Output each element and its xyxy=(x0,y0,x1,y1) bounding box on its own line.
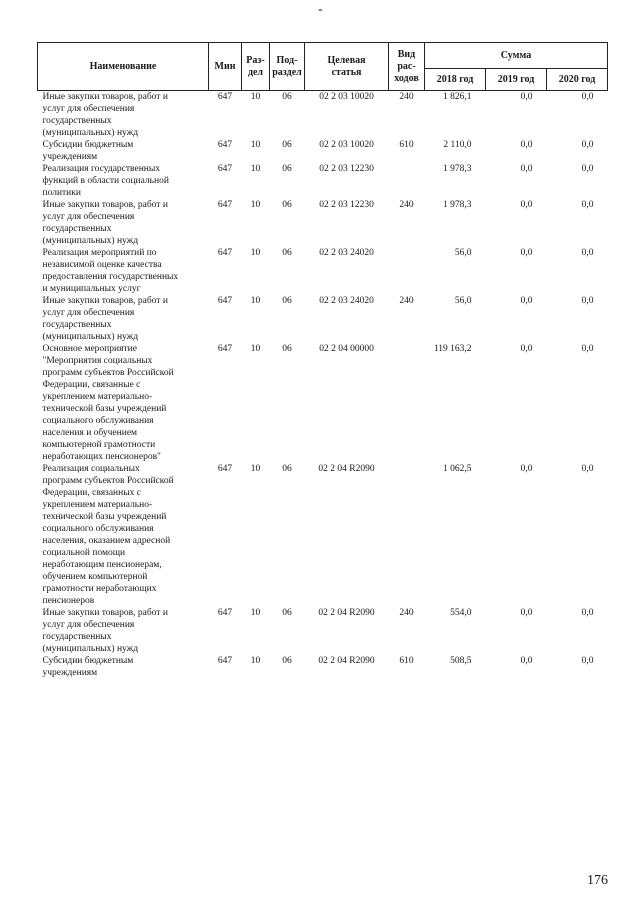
cell-vid xyxy=(389,343,425,463)
table-row xyxy=(38,463,608,607)
table-row xyxy=(38,655,608,679)
cell-2020: 0,0 xyxy=(581,344,594,354)
table-row xyxy=(38,163,608,199)
cell-podrazdel: 06 xyxy=(282,464,292,474)
cell-statya: 02 2 03 10020 xyxy=(319,92,374,102)
cell-min: 647 xyxy=(217,344,233,354)
cell-podrazdel: 06 xyxy=(282,92,292,102)
cell-razdel: 10 xyxy=(250,140,261,150)
cell-vid: 240 xyxy=(399,200,414,210)
cell-2020: 0,0 xyxy=(581,464,594,474)
cell-vid: 610 xyxy=(399,140,414,150)
cell-name: Иные закупки товаров, работ и услуг для обеспечения государственных (муниципальных) нужд xyxy=(42,296,168,342)
cell-name: Основное мероприятие "Мероприятия социальных программ субъектов Российской Федерации, связанные с укреплением материально- технической базы учреждений социального обслуживания населения и обучением компьютерной грамотности неработающих пенсионеров" xyxy=(42,344,174,462)
header-podrazdel: Под- раздел xyxy=(270,43,305,91)
cell-name: Иные закупки товаров, работ и услуг для обеспечения государственных (муниципальных) нужд xyxy=(42,200,168,246)
cell-statya: 02 2 03 24020 xyxy=(319,296,374,306)
table-row xyxy=(38,343,608,463)
cell-statya: 02 2 03 24020 xyxy=(319,248,374,258)
cell-razdel: 10 xyxy=(250,164,261,174)
cell-podrazdel: 06 xyxy=(282,140,292,150)
header-vid: Вид рас- ходов xyxy=(389,43,425,91)
cell-2018: 1 826,1 xyxy=(443,92,472,102)
cell-podrazdel: 06 xyxy=(282,608,292,618)
cell-podrazdel: 06 xyxy=(282,656,292,666)
cell-min: 647 xyxy=(217,140,233,150)
table-row xyxy=(38,139,608,163)
cell-podrazdel: 06 xyxy=(282,296,292,306)
cell-2020: 0,0 xyxy=(581,92,594,102)
cell-razdel: 10 xyxy=(250,248,261,258)
cell-2019: 0,0 xyxy=(520,464,533,474)
cell-name: Реализация государственных функций в области социальной политики xyxy=(42,164,169,198)
cell-podrazdel: 06 xyxy=(282,200,292,210)
cell-2018: 508,5 xyxy=(450,656,472,666)
cell-statya: 02 2 04 R2090 xyxy=(318,656,375,666)
table-row xyxy=(38,91,608,140)
cell-2018: 56,0 xyxy=(454,296,472,306)
cell-min: 647 xyxy=(217,464,233,474)
cell-name: Субсидии бюджетным учреждениям xyxy=(42,656,134,678)
cell-vid: 610 xyxy=(399,656,414,666)
cell-name: Иные закупки товаров, работ и услуг для обеспечения государственных (муниципальных) нужд xyxy=(42,92,168,138)
cell-2018: 1 978,3 xyxy=(443,164,472,174)
header-2020: 2020 год xyxy=(547,69,608,91)
cell-name: Субсидии бюджетным учреждениям xyxy=(42,140,134,162)
cell-name: Реализация мероприятий по независимой оценке качества предоставления государственных и муниципальных услуг xyxy=(42,248,179,294)
cell-razdel: 10 xyxy=(250,92,261,102)
cell-razdel: 10 xyxy=(250,296,261,306)
cell-2019: 0,0 xyxy=(520,608,533,618)
budget-table xyxy=(37,42,608,679)
cell-statya: 02 2 04 00000 xyxy=(319,344,374,354)
cell-min: 647 xyxy=(217,200,233,210)
header-min: Мин xyxy=(209,43,242,91)
cell-statya: 02 2 03 12230 xyxy=(319,164,374,174)
cell-podrazdel: 06 xyxy=(282,164,292,174)
table-header xyxy=(38,43,608,91)
table-row xyxy=(38,247,608,295)
cell-2020: 0,0 xyxy=(581,608,594,618)
header-name: Наименование xyxy=(38,43,209,91)
cell-min: 647 xyxy=(217,296,233,306)
cell-2018: 56,0 xyxy=(454,248,472,258)
cell-2020: 0,0 xyxy=(581,140,594,150)
cell-min: 647 xyxy=(217,608,233,618)
cell-2020: 0,0 xyxy=(581,656,594,666)
cell-statya: 02 2 03 12230 xyxy=(319,200,374,210)
cell-vid xyxy=(389,463,425,607)
cell-min: 647 xyxy=(217,248,233,258)
top-mark: - xyxy=(318,2,323,17)
cell-2018: 1 978,3 xyxy=(443,200,472,210)
cell-min: 647 xyxy=(217,92,233,102)
cell-podrazdel: 06 xyxy=(282,344,292,354)
cell-2019: 0,0 xyxy=(520,656,533,666)
cell-vid: 240 xyxy=(399,296,414,306)
header-razdel: Раз- дел xyxy=(242,43,270,91)
cell-2018: 119 163,2 xyxy=(433,344,472,354)
header-2019: 2019 год xyxy=(486,69,547,91)
cell-2019: 0,0 xyxy=(520,140,533,150)
cell-2019: 0,0 xyxy=(520,200,533,210)
cell-statya: 02 2 03 10020 xyxy=(319,140,374,150)
cell-vid xyxy=(389,247,425,295)
cell-name: Реализация социальных программ субъектов Российской Федерации, связанных с укреплением материально- технической базы учреждений социального обслуживания населения, оказанием адресной социальной помощи неработающим пенсионерам, обучением компьютерной грамотности неработающих пенсионеров xyxy=(42,464,174,606)
cell-razdel: 10 xyxy=(250,200,261,210)
cell-vid: 240 xyxy=(399,92,414,102)
cell-razdel: 10 xyxy=(250,464,261,474)
table-row xyxy=(38,607,608,655)
cell-razdel: 10 xyxy=(250,608,261,618)
cell-min: 647 xyxy=(217,656,233,666)
page-number: 176 xyxy=(587,873,608,888)
cell-2019: 0,0 xyxy=(520,248,533,258)
cell-vid: 240 xyxy=(399,608,414,618)
cell-razdel: 10 xyxy=(250,344,261,354)
cell-statya: 02 2 04 R2090 xyxy=(318,608,375,618)
cell-2018: 554,0 xyxy=(450,608,472,618)
table-row xyxy=(38,295,608,343)
table-body xyxy=(38,91,608,680)
cell-2020: 0,0 xyxy=(581,200,594,210)
cell-name: Иные закупки товаров, работ и услуг для обеспечения государственных (муниципальных) нужд xyxy=(42,608,168,654)
cell-2019: 0,0 xyxy=(520,344,533,354)
cell-2019: 0,0 xyxy=(520,296,533,306)
cell-2019: 0,0 xyxy=(520,92,533,102)
cell-2020: 0,0 xyxy=(581,164,594,174)
cell-2020: 0,0 xyxy=(581,296,594,306)
cell-2018: 1 062,5 xyxy=(443,464,472,474)
cell-2019: 0,0 xyxy=(520,164,533,174)
header-summa: Сумма xyxy=(425,43,608,69)
header-2018: 2018 год xyxy=(425,69,486,91)
header-statya: Целевая статья xyxy=(305,43,389,91)
cell-statya: 02 2 04 R2090 xyxy=(318,464,375,474)
cell-2020: 0,0 xyxy=(581,248,594,258)
cell-vid xyxy=(389,163,425,199)
cell-2018: 2 110,0 xyxy=(443,140,472,150)
cell-razdel: 10 xyxy=(250,656,261,666)
table-row xyxy=(38,199,608,247)
cell-podrazdel: 06 xyxy=(282,248,292,258)
cell-min: 647 xyxy=(217,164,233,174)
